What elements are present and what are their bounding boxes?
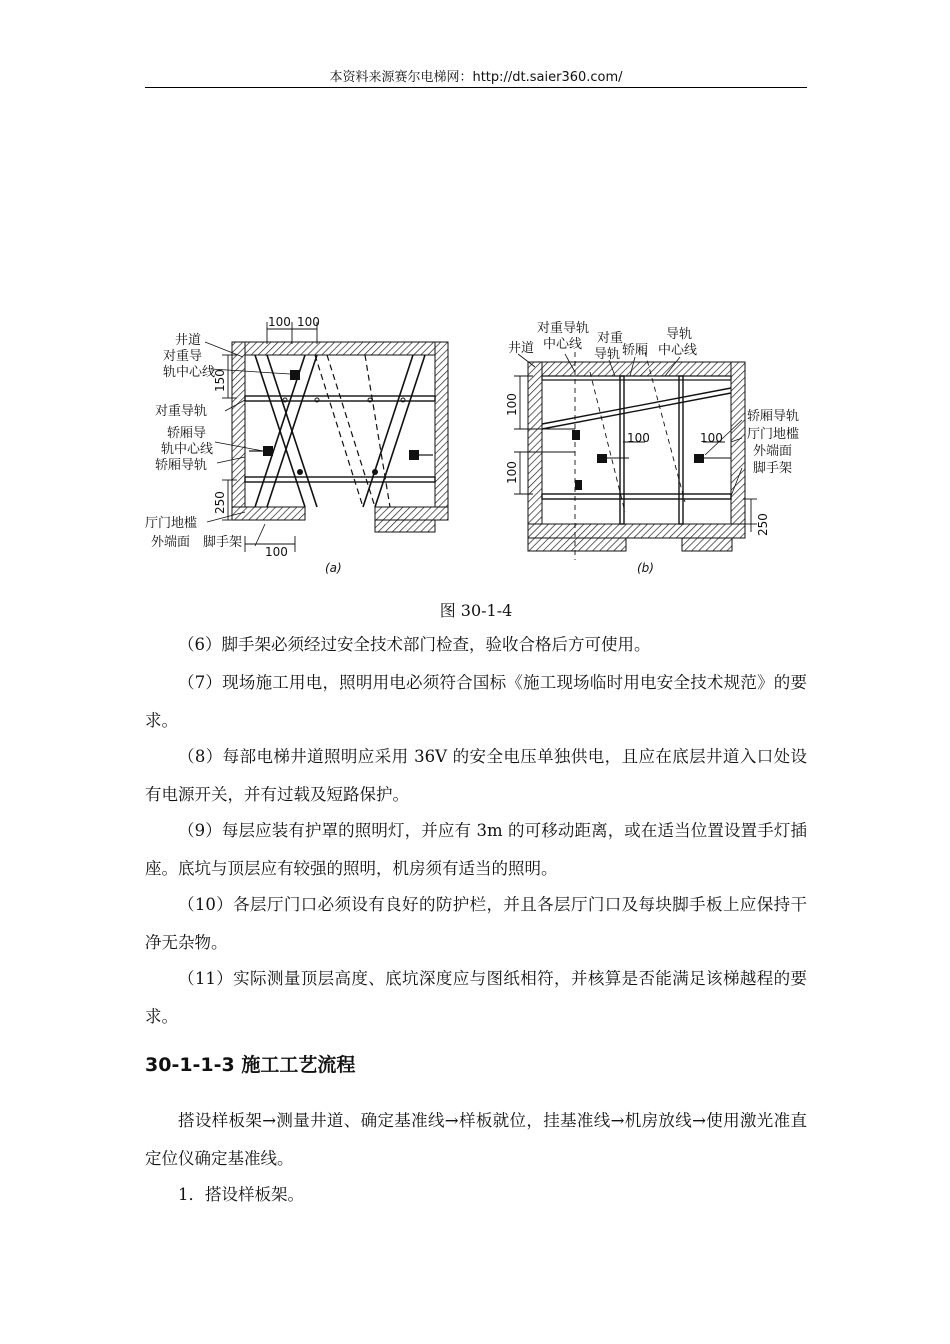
panel-b-label: (b) bbox=[637, 561, 654, 575]
label-a-car-rail: 轿厢导轨 bbox=[155, 458, 208, 473]
dim-b-left-100-bottom: 100 bbox=[505, 461, 519, 484]
label-a-sill-1: 厅门地槛 bbox=[145, 516, 198, 531]
label-b-car-rail: 轿厢导轨 bbox=[747, 409, 800, 424]
label-b-sill-2: 外端面 bbox=[753, 444, 793, 459]
page-header: 本资料来源赛尔电梯网：http://dt.saier360.com/ bbox=[329, 70, 623, 85]
label-b-rail-center-1: 导轨 bbox=[666, 327, 693, 342]
paragraph-8: （8）每部电梯井道照明应采用 36V 的安全电压单独供电，且应在底层井道入口处设有电源开关，并有过载及短路保护。 bbox=[145, 747, 807, 804]
header-rule bbox=[145, 87, 807, 88]
dim-a-left-150: 150 bbox=[213, 369, 227, 392]
step-1: 1．搭设样板架。 bbox=[178, 1185, 304, 1204]
dim-a-bottom-100: 100 bbox=[265, 545, 288, 559]
dim-b-right-250: 250 bbox=[756, 513, 770, 536]
diagram-a bbox=[145, 315, 448, 575]
paragraph-9: （9）每层应装有护罩的照明灯，并应有 3m 的可移动距离，或在适当位置设置手灯插座。底坑与顶层应有较强的照明，机房须有适当的照明。 bbox=[145, 821, 807, 878]
label-b-sill-1: 厅门地槛 bbox=[747, 427, 800, 442]
label-a-scaffold: 脚手架 bbox=[203, 535, 243, 550]
label-b-car: 轿厢 bbox=[622, 343, 649, 358]
process-flow: 搭设样板架→测量井道、确定基准线→样板就位，挂基准线→机房放线→使用激光准直定位仪确定基准线。 bbox=[145, 1111, 807, 1168]
figure-30-1-4 bbox=[145, 312, 807, 582]
label-a-shaft: 井道 bbox=[175, 333, 202, 348]
dim-a-top-2: 100 bbox=[297, 315, 320, 329]
label-a-sill-2: 外端面 bbox=[151, 535, 191, 550]
label-b-cw-rail-center-2: 中心线 bbox=[543, 337, 583, 352]
label-a-cw-rail: 对重导轨 bbox=[155, 404, 208, 419]
diagram-b bbox=[505, 320, 799, 575]
label-a-cw-rail-center-2: 轨中心线 bbox=[163, 365, 216, 380]
label-b-cw-2: 导轨 bbox=[594, 347, 621, 362]
label-b-cw-rail-center-1: 对重导轨 bbox=[537, 321, 590, 336]
label-b-scaffold: 脚手架 bbox=[753, 461, 793, 476]
dim-a-top-1: 100 bbox=[268, 315, 291, 329]
dim-b-mid-100: 100 bbox=[627, 431, 650, 445]
paragraph-10: （10）各层厅门口必须设有良好的防护栏，并且各层厅门口及每块脚手板上应保持干净无杂物。 bbox=[145, 895, 807, 952]
label-b-shaft: 井道 bbox=[508, 341, 535, 356]
label-b-cw-1: 对重 bbox=[597, 331, 624, 346]
paragraph-11: （11）实际测量顶层高度、底坑深度应与图纸相符，并核算是否能满足该梯越程的要求。 bbox=[145, 969, 807, 1026]
paragraph-7: （7）现场施工用电，照明用电必须符合国标《施工现场临时用电安全技术规范》的要求。 bbox=[145, 673, 807, 730]
dim-b-right-100: 100 bbox=[700, 431, 723, 445]
dim-a-left-250: 250 bbox=[213, 491, 227, 514]
dim-b-left-100-top: 100 bbox=[505, 393, 519, 416]
label-a-car-rail-center-2: 轨中心线 bbox=[161, 442, 214, 457]
figure-caption: 图 30-1-4 bbox=[439, 601, 513, 620]
paragraph-6: （6）脚手架必须经过安全技术部门检查，验收合格后方可使用。 bbox=[178, 635, 651, 654]
label-b-rail-center-2: 中心线 bbox=[658, 343, 698, 358]
label-a-car-rail-center-1: 轿厢导 bbox=[167, 426, 207, 441]
section-heading: 30-1-1-3 施工工艺流程 bbox=[145, 1054, 356, 1076]
label-a-cw-rail-center-1: 对重导 bbox=[163, 349, 203, 364]
panel-a-label: (a) bbox=[325, 561, 342, 575]
